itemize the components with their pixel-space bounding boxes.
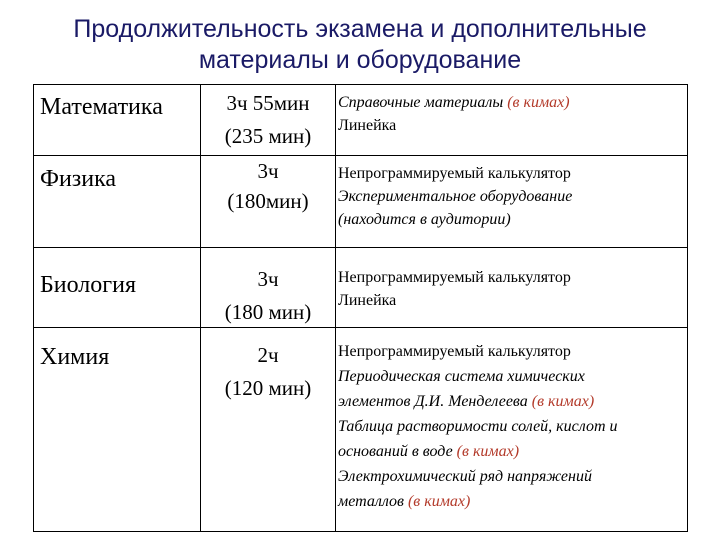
row-divider: [34, 155, 687, 156]
title-line-1: Продолжительность экзамена и дополнительные: [73, 15, 647, 43]
material-item: [338, 114, 686, 137]
material-item: [338, 489, 686, 514]
duration-mathematics: [202, 87, 334, 153]
duration-hours: 3ч: [257, 159, 279, 183]
material-text: Экспериментальное оборудование: [338, 188, 573, 205]
materials-physics: [338, 162, 686, 231]
material-item: [338, 91, 686, 114]
material-item: [338, 464, 686, 489]
material-text: Периодическая система химических: [338, 368, 585, 385]
duration-minutes: (235 мин): [224, 124, 312, 148]
material-text: элементов Д.И. Менделеева: [338, 393, 528, 410]
duration-hours: 3ч 55мин: [226, 91, 310, 115]
column-divider: [200, 85, 201, 531]
duration-biology: [202, 263, 334, 329]
material-item: [338, 414, 686, 439]
material-item: [338, 439, 686, 464]
material-item: [338, 185, 686, 208]
material-text: Справочные материалы: [338, 94, 504, 111]
material-text: Линейка: [338, 117, 397, 134]
duration-minutes: (180мин): [227, 189, 309, 213]
page-title: [0, 14, 720, 76]
material-item: [338, 208, 686, 231]
row-divider: [34, 247, 687, 248]
materials-biology: [338, 266, 686, 312]
material-item: [338, 389, 686, 414]
material-text: Таблица растворимости солей, кислот и: [338, 418, 618, 435]
row-divider: [34, 327, 687, 328]
duration-chemistry: [202, 339, 334, 405]
material-note: (в кимах): [507, 94, 570, 111]
duration-hours: 3ч: [257, 267, 279, 291]
material-text: Непрограммируемый калькулятор: [338, 269, 571, 286]
subject-biology: Биология: [40, 272, 137, 298]
material-item: [338, 364, 686, 389]
material-text: Электрохимический ряд напряжений: [338, 468, 592, 485]
material-item: [338, 289, 686, 312]
material-text: Непрограммируемый калькулятор: [338, 343, 571, 360]
material-text: Непрограммируемый калькулятор: [338, 165, 571, 182]
duration-minutes: (180 мин): [224, 300, 312, 324]
material-item: [338, 266, 686, 289]
title-line-2: материалы и оборудование: [198, 46, 522, 74]
material-note: (в кимах): [531, 393, 595, 410]
duration-minutes: (120 мин): [224, 376, 312, 400]
material-item: [338, 339, 686, 364]
material-text: (находится в аудитории): [338, 211, 511, 228]
subject-mathematics: Математика: [40, 94, 163, 120]
materials-mathematics: [338, 91, 686, 137]
duration-hours: 2ч: [257, 343, 279, 367]
column-divider: [335, 85, 336, 531]
material-text: металлов: [338, 493, 404, 510]
exam-table: [33, 84, 688, 532]
material-note: (в кимах): [456, 443, 520, 460]
duration-physics: [202, 156, 334, 216]
material-text: оснований в воде: [338, 443, 453, 460]
subject-physics: Физика: [40, 166, 117, 192]
material-note: (в кимах): [407, 493, 471, 510]
subject-chemistry: Химия: [40, 344, 110, 370]
materials-chemistry: [338, 339, 686, 514]
material-text: Линейка: [338, 292, 397, 309]
material-item: [338, 162, 686, 185]
